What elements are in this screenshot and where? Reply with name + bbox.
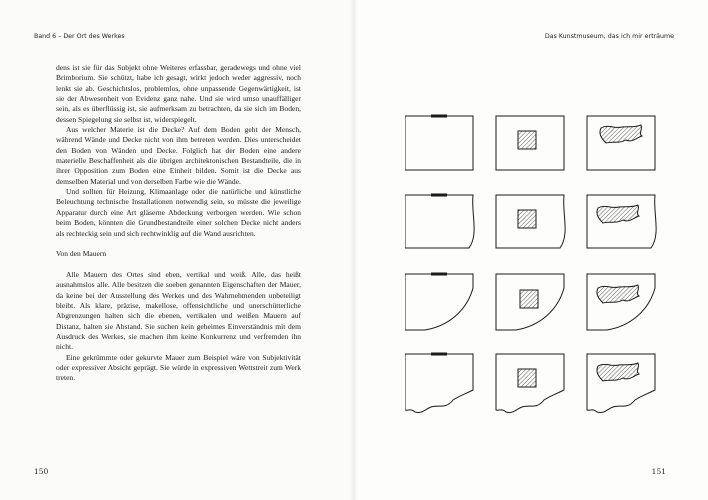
section-heading: Von den Mauern — [56, 249, 107, 259]
body-text — [56, 63, 301, 384]
room-with-square-work — [496, 116, 564, 170]
room-blank — [405, 116, 473, 170]
room-with-irregular-work — [587, 116, 655, 170]
page-number-left: 150 — [34, 467, 49, 476]
section-gap — [56, 239, 301, 249]
page-gutter — [350, 0, 358, 500]
room-blank — [405, 354, 473, 412]
room-with-square-work — [496, 195, 565, 248]
row-straight-wall — [405, 116, 655, 170]
room-with-square-work — [496, 354, 564, 412]
room-with-irregular-work — [587, 354, 655, 412]
paragraph-1: dens ist sie für das Subjekt ohne Weiteres erfassbar, geradewegs und ohne viel Brimborium. Sie schützt, habe ich gesagt, wirkt jedoch weder aggressiv, noch lenkt sie ab. Geschichtslos, problemlos, ohne unpassende Gegenwärtigkeit, ist sie der Abwesenheit von Evidenz ganz nahe. Und sie wird umso unauffälliger sein, als es überflüssig ist, sie aufmerksam zu betrachten, da sie sich im Boden, dessen Spiegelung sie selbst ist, widerspiegelt. — [56, 63, 301, 124]
room-blank — [405, 195, 474, 248]
section-gap — [56, 260, 301, 270]
row-wavy-bottom-wall — [405, 354, 655, 412]
paragraph-3: Und sollten für Heizung, Klimaanlage oder die natürliche und künstliche Beleuchtung technische Installationen notwendig sein, so müsste die jeweilige Apparatur durch eine Art gläserne Abdeckung verborgen werden. Wie schon beim Boden, könnten die Grundbestandteile einer solchen Decke nicht anders als rechteckig sein und sich rechtwinklig auf die Wand ausrichten. — [56, 187, 301, 238]
wall-diagram-grid — [405, 108, 665, 438]
room-blank — [405, 274, 473, 330]
running-head-left: Band 6 – Der Ort des Werkes — [34, 33, 125, 40]
paragraph-2: Aus welcher Materie ist die Decke? Auf dem Boden geht der Mensch, während Wände und Decke nicht von ihm betreten werden. Dies unterscheidet den Boden von Wänden und Decke. Folglich hat der Boden eine andere materielle Beschaffenheit als die übrigen architektonischen Bestandteile, die in ihrer Opposition zum Boden eine Einheit bilden. Somit ist die Decke aus demselben Material und von derselben Farbe wie die Wände. — [56, 125, 301, 186]
room-with-irregular-work — [587, 274, 655, 330]
room-with-irregular-work — [587, 195, 656, 248]
paragraph-5: Eine gekrümmte oder gekurvte Mauer zum Beispiel wäre von Subjektivität oder expressiver Absicht geprägt. Sie würde in expressiven Wettstreit zum Werk treten. — [56, 352, 301, 383]
page-number-right: 151 — [651, 467, 666, 476]
paragraph-4: Alle Mauern des Ortes sind eben, vertikal und weiß. Alle, das heißt ausnahmslos alle. Alle besitzen die soeben genannten Eigenschaften der Mauer, da keine bei der Ausstellung des Werkes und des Wahrnehmenden unbeteiligt bleibt. Als klare, präzise, makellose, offensichtliche und unerschütterliche Abgrenzungen halten sich die ebenen, vertikalen und weißen Mauern auf Distanz, halten sie Abstand. Sie suchen kein geheimes Einverständnis mit dem Ausdruck des Werkes, sie machen ihm keine Konkurrenz und verfremden ihn nicht. — [56, 269, 301, 352]
row-curved-corner-wall — [405, 274, 655, 330]
row-curved-right-wall — [405, 195, 656, 248]
wall-diagram-svg — [405, 108, 665, 438]
running-head-right: Das Kunstmuseum, das ich mir erträume — [544, 33, 674, 40]
room-with-square-work — [496, 274, 564, 330]
